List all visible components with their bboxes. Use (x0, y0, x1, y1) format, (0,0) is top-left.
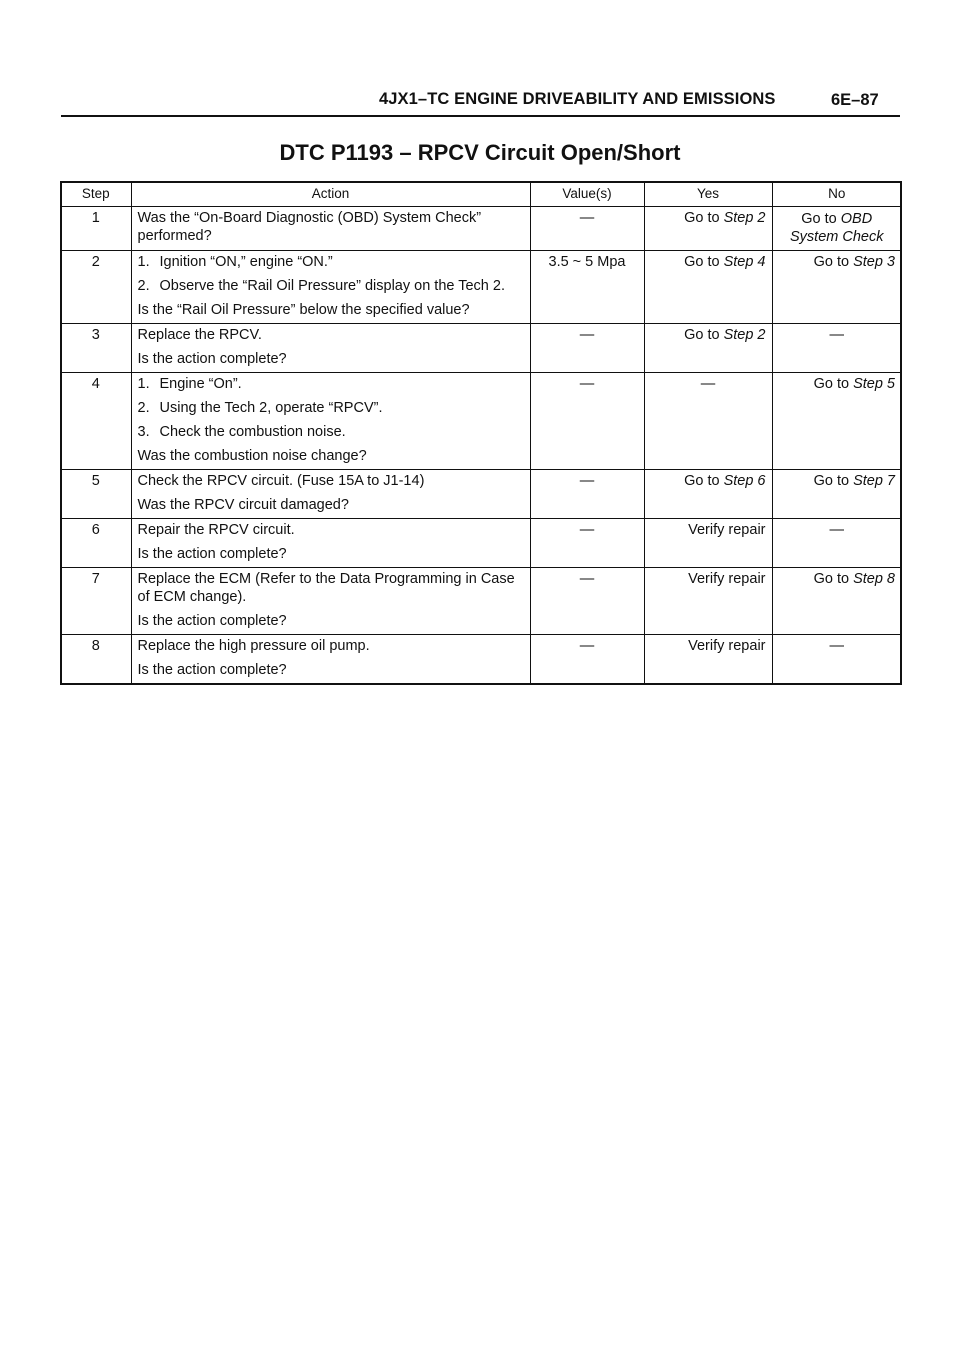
no-step-reference: Step 3 (853, 254, 895, 270)
instruction-text: Is the action complete? (137, 662, 287, 678)
table-body (61, 207, 901, 684)
yes-text: Verify repair (688, 571, 766, 587)
step-number: 8 (61, 635, 131, 684)
yes-step-reference: Step 2 (723, 327, 766, 343)
table-row (61, 324, 901, 373)
no-step-reference: Step 5 (853, 376, 895, 392)
yes-step-reference: Step 4 (723, 254, 766, 270)
table-row (61, 519, 901, 568)
step-number: 2 (61, 251, 131, 324)
value-cell: — (530, 207, 644, 251)
no-step-reference: Step 8 (853, 571, 895, 587)
no-text: — (829, 638, 844, 654)
table-row (61, 373, 901, 470)
header-rule (61, 115, 900, 117)
no-cell (772, 635, 901, 684)
step-number: 5 (61, 470, 131, 519)
instruction-text: Repair the RPCV circuit. (137, 522, 295, 538)
table-header-row (61, 182, 901, 207)
instruction-text: Check the RPCV circuit. (Fuse 15A to J1-14) (137, 473, 425, 489)
no-cell (772, 207, 901, 251)
no-cell (772, 568, 901, 635)
no-step-reference: OBD System Check (790, 211, 884, 245)
action-cell (131, 251, 530, 324)
instruction-text: Is the action complete? (137, 351, 287, 367)
value-cell: — (530, 470, 644, 519)
no-text: Go to (813, 254, 854, 270)
instruction-text: Engine “On”. (159, 376, 242, 392)
yes-cell (644, 207, 772, 251)
numbered-instruction (138, 253, 524, 271)
instruction-text: Replace the ECM (Refer to the Data Programming in Case of ECM change). (137, 571, 515, 605)
no-step-reference: Step 7 (853, 473, 895, 489)
section-title: 4JX1–TC ENGINE DRIVEABILITY AND EMISSIONS (379, 90, 776, 108)
yes-text: Go to (684, 473, 724, 489)
instruction-text: Is the action complete? (137, 613, 287, 629)
no-text: Go to (813, 473, 854, 489)
column-header-no: No (772, 182, 901, 207)
yes-cell (644, 519, 772, 568)
table-row (61, 470, 901, 519)
no-text: Go to (813, 376, 854, 392)
step-number: 3 (61, 324, 131, 373)
instruction-text: Replace the RPCV. (137, 327, 262, 343)
column-header-step: Step (61, 182, 131, 207)
action-cell (131, 470, 530, 519)
instruction-text: Ignition “ON,” engine “ON.” (159, 254, 333, 270)
yes-text: Go to (684, 327, 724, 343)
instruction-text: Replace the high pressure oil pump. (137, 638, 370, 654)
no-text: — (829, 522, 844, 538)
instruction-text: Was the RPCV circuit damaged? (137, 497, 349, 513)
numbered-instruction (138, 423, 524, 441)
numbered-instruction (138, 399, 524, 417)
value-cell: — (530, 519, 644, 568)
step-number: 6 (61, 519, 131, 568)
value-cell: — (530, 324, 644, 373)
instruction-text: Was the “On-Board Diagnostic (OBD) System Check” performed? (137, 210, 482, 244)
instruction-number: 1. (137, 376, 150, 392)
yes-cell (644, 324, 772, 373)
table-row (61, 568, 901, 635)
diagnostic-table (61, 182, 901, 684)
yes-text: — (700, 376, 716, 392)
instruction-text: Was the combustion noise change? (137, 448, 367, 464)
table-row (61, 251, 901, 324)
column-header-values: Value(s) (530, 182, 644, 207)
yes-cell (644, 373, 772, 470)
yes-cell (644, 568, 772, 635)
no-cell (772, 324, 901, 373)
no-cell (772, 251, 901, 324)
no-text: — (829, 327, 844, 343)
no-text: Go to (801, 211, 841, 227)
yes-step-reference: Step 2 (723, 210, 766, 226)
yes-text: Verify repair (688, 522, 766, 538)
instruction-text: Is the “Rail Oil Pressure” below the specified value? (137, 302, 470, 318)
action-cell (131, 568, 530, 635)
instruction-text: Is the action complete? (137, 546, 287, 562)
yes-text: Go to (684, 254, 724, 270)
column-header-action: Action (131, 182, 530, 207)
instruction-number: 2. (137, 278, 150, 294)
step-number: 1 (61, 207, 131, 251)
numbered-instruction (138, 277, 524, 295)
value-cell: — (530, 373, 644, 470)
yes-step-reference: Step 6 (723, 473, 766, 489)
instruction-number: 2. (137, 400, 150, 416)
yes-cell (644, 635, 772, 684)
action-cell (131, 324, 530, 373)
instruction-text: Check the combustion noise. (159, 424, 346, 440)
value-cell: 3.5 ~ 5 Mpa (530, 251, 644, 324)
page-number: 6E–87 (831, 91, 879, 109)
value-cell: — (530, 568, 644, 635)
no-cell (772, 470, 901, 519)
no-text: Go to (813, 571, 854, 587)
action-cell (131, 519, 530, 568)
table-row (61, 207, 901, 251)
step-number: 7 (61, 568, 131, 635)
action-cell (131, 207, 530, 251)
no-cell (772, 373, 901, 470)
instruction-number: 3. (137, 424, 150, 440)
table-row (61, 635, 901, 684)
action-cell (131, 373, 530, 470)
yes-cell (644, 470, 772, 519)
step-number: 4 (61, 373, 131, 470)
value-cell: — (530, 635, 644, 684)
instruction-number: 1. (137, 254, 150, 270)
yes-text: Verify repair (688, 638, 766, 654)
yes-text: Go to (684, 210, 724, 226)
instruction-text: Using the Tech 2, operate “RPCV”. (159, 400, 383, 416)
numbered-instruction (138, 375, 524, 393)
column-header-yes: Yes (644, 182, 772, 207)
action-cell (131, 635, 530, 684)
yes-cell (644, 251, 772, 324)
page-title: DTC P1193 – RPCV Circuit Open/Short (279, 140, 681, 165)
instruction-text: Observe the “Rail Oil Pressure” display on the Tech 2. (159, 278, 505, 294)
no-cell (772, 519, 901, 568)
